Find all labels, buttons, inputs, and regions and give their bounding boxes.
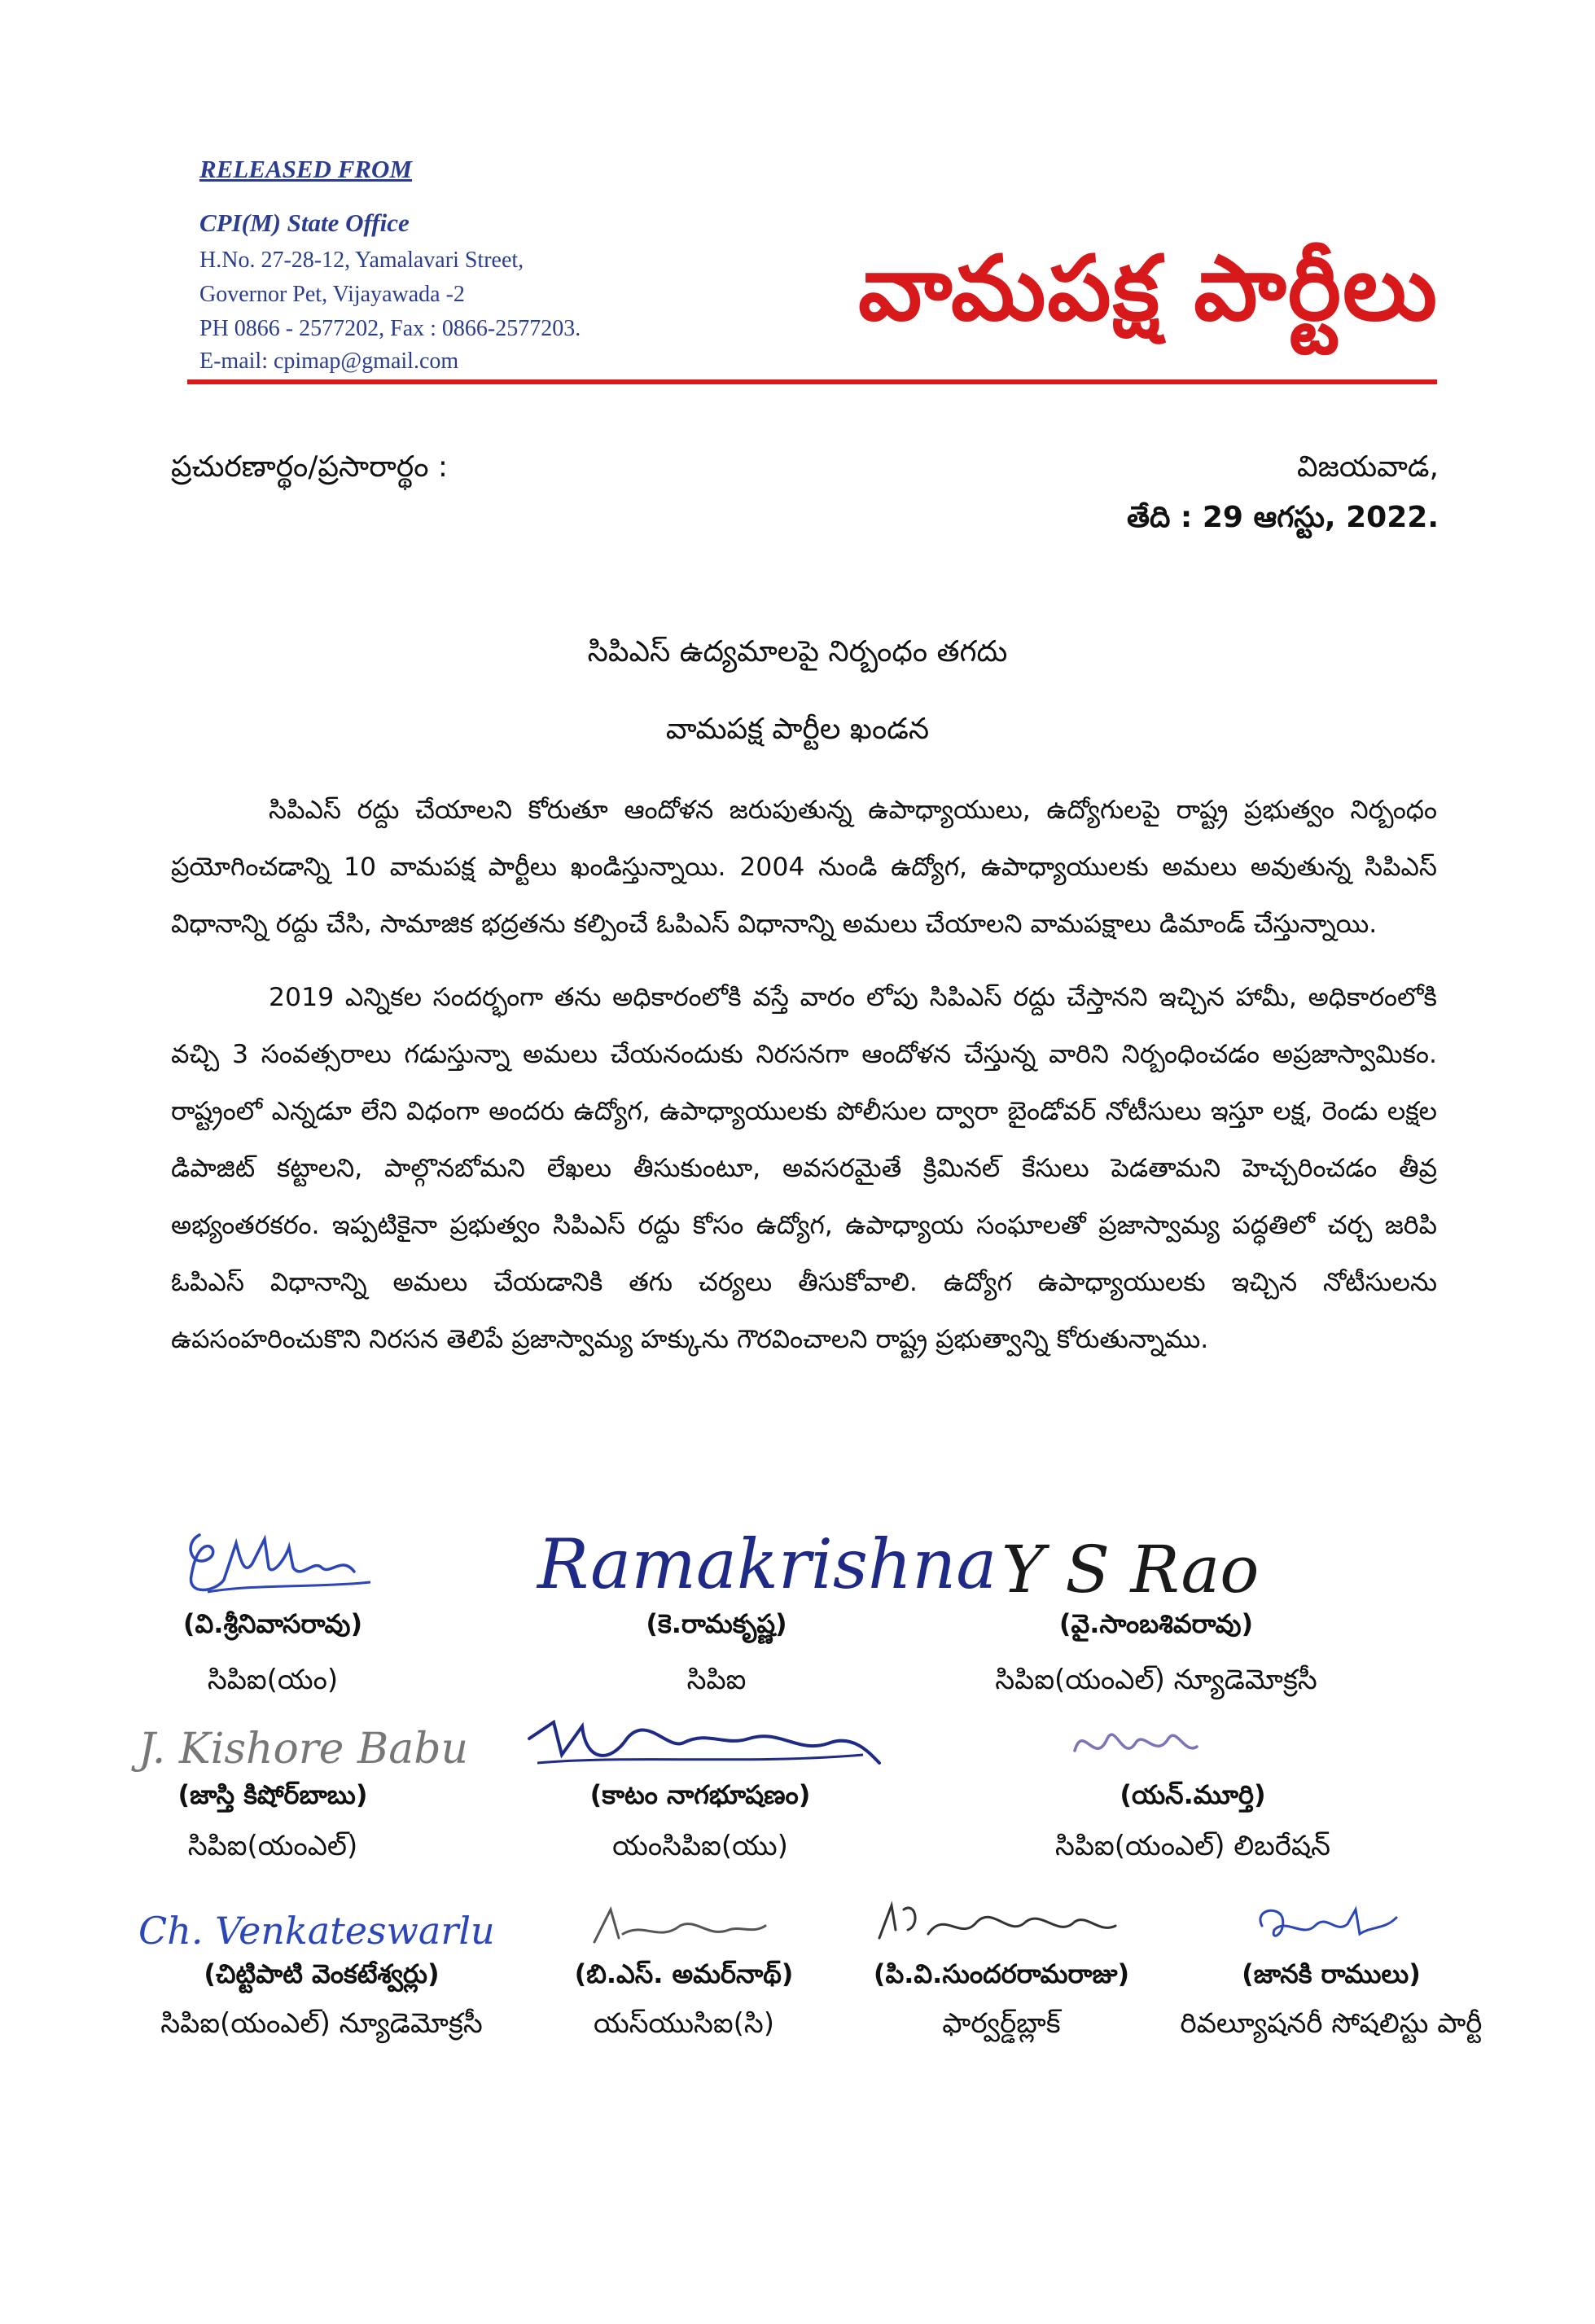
signatory-2	[521, 1511, 997, 1703]
signature-9	[839, 1893, 1164, 1958]
signatory-9	[839, 1893, 1164, 2046]
signature-1	[151, 1511, 395, 1608]
signatory-name: (వై.సాంబశివరావు)	[1058, 1608, 1254, 1639]
press-release-label: ప్రచురణార్థం/ప్రసారార్థం :	[171, 450, 449, 484]
signatory-party: సిపిఐ(యంఎల్) లిబరేషన్	[1054, 1830, 1331, 1862]
svg-text:Ramakrishna: Ramakrishna	[537, 1524, 997, 1604]
signatory-7	[122, 1893, 521, 2046]
headline-subtitle: వామపక్ష పార్టీల ఖండన	[665, 713, 930, 746]
body-paragraph-2: 2019 ఎన్నికల సందర్భంగా తను అధికారంలోకి వస్తే వారం లోపు సిపిఎస్ రద్దు చేస్తానని ఇచ్చిన హామీ, అధికారంలోకి వచ్చి 3 సంవత్సరాలు గడుస్తున్నా అమలు చేయనందుకు నిరసనగా ఆందోళన చేస్తున్న వారిని నిర్బంధించడం అప్రజాస్వామికం. రాష్ట్రంలో ఎన్నడూ లేని విధంగా అందరు ఉద్యోగ, ఉపాధ్యాయులకు పోలీసుల ద్వారా బైండోవర్ నోటీసులు ఇస్తూ లక్ష, రెండు లక్షల డిపాజిట్ కట్టాలని, పాల్గొనబోమని లేఖలు తీసుకుంటూ, అవసరమైతే క్రిమినల్ కేసులు పెడతామని హెచ్చరించడం తీవ్ర అభ్యంతరకరం. ఇప్పటికైనా ప్రభుత్వం సిపిఎస్ రద్దు కోసం ఉద్యోగ, ఉపాధ్యాయ సంఘాలతో ప్రజాస్వామ్య పద్ధతిలో చర్చ జరిపి ఓపిఎస్ విధానాన్ని అమలు చేయడానికి తగు చర్యలు తీసుకోవాలి. ఉద్యోగ ఉపాధ్యాయులకు ఇచ్చిన నోటీసులను ఉపసంహరించుకొని నిరసన తెలిపే ప్రజాస్వామ్య హక్కును గౌరవించాలని రాష్ట్ర ప్రభుత్వాన్ని కోరుతున్నాము.	[171, 983, 1437, 1354]
signatory-name: (వి.శ్రీనివాసరావు)	[182, 1608, 363, 1639]
signatory-name: (పి.వి.సుందరరామరాజు)	[873, 1958, 1130, 1989]
headline-title: సిపిఎస్ ఉద్యమాలపై నిర్బంధం తగదు	[587, 635, 1008, 669]
phone-fax: PH 0866 - 2577202, Fax : 0866-2577203.	[199, 316, 581, 341]
signatory-1	[126, 1511, 419, 1703]
svg-text:J. Kishore Babu: J. Kishore Babu	[138, 1725, 468, 1774]
address-line-2: Governor Pet, Vijayawada -2	[199, 282, 465, 307]
signature-3	[944, 1511, 1368, 1608]
body-paragraph-1: సిపిఎస్ రద్దు చేయాలని కోరుతూ ఆందోళన జరుపుతున్న ఉపాధ్యాయులు, ఉద్యోగులపై రాష్ట్ర ప్రభుత్వం నిర్బంధం ప్రయోగించడాన్ని 10 వామపక్ష పార్టీలు ఖండిస్తున్నాయి. 2004 నుండి ఉద్యోగ, ఉపాధ్యాయులకు అమలు అవుతున్న సిపిఎస్ విధానాన్ని రద్దు చేసి, సామాజిక భద్రతను కల్పించే ఓపిఎస్ విధానాన్ని అమలు చేయాలని వామపక్షాలు డిమాండ్ చేస్తున్నాయి.	[171, 796, 1437, 939]
signatory-party: సిపిఐ(యంఎల్) న్యూడెమోక్రసీ	[995, 1664, 1317, 1696]
signatory-name: (కె.రామకృష్ణ)	[646, 1608, 787, 1639]
released-from-label: RELEASED FROM	[199, 155, 413, 183]
signatory-6	[1001, 1706, 1384, 1869]
address-line-1: H.No. 27-28-12, Yamalavari Street,	[199, 248, 524, 273]
email-address: E-mail: cpimap@gmail.com	[199, 349, 459, 374]
signatory-3	[944, 1511, 1368, 1703]
signatory-party: సిపిఐ	[686, 1664, 747, 1696]
signatory-party: ఫార్వర్డ్‌బ్లాక్	[942, 2007, 1061, 2040]
signatory-name: (జానకి రాములు)	[1242, 1958, 1421, 1989]
city: విజయవాడ,	[1296, 450, 1439, 484]
signature-7	[122, 1893, 521, 1958]
signature-2	[521, 1511, 997, 1608]
signatory-name: (యన్.మూర్తి)	[1120, 1779, 1266, 1810]
signatory-4	[122, 1706, 468, 1869]
signatory-party: యస్‌యుసిఐ(సి)	[593, 2007, 775, 2040]
release-date: తేది : 29 ఆగస్టు, 2022.	[1126, 501, 1439, 534]
signature-5	[505, 1706, 896, 1779]
signature-8	[546, 1893, 822, 1958]
signatory-party: సిపిఐ(యంఎల్)	[187, 1830, 358, 1862]
office-name: CPI(M) State Office	[199, 208, 410, 237]
signatory-name: (బి.ఎస్. అమర్‌నాథ్)	[574, 1958, 794, 1989]
signatory-party: సిపిఐ(యం)	[207, 1664, 339, 1696]
svg-text:Ch. Venkateswarlu: Ch. Venkateswarlu	[138, 1909, 495, 1953]
signatory-name: (జాస్తి కిషోర్‌బాబు)	[177, 1779, 368, 1810]
signature-6	[1001, 1706, 1384, 1779]
signatory-10	[1140, 1893, 1523, 2046]
svg-text:Y S Rao: Y S Rao	[1001, 1532, 1260, 1607]
signatory-8	[546, 1893, 822, 2046]
signature-4	[122, 1706, 468, 1779]
signatory-name: (కాటం నాగభూషణం)	[589, 1779, 811, 1810]
signatory-party: యంసిపిఐ(యు)	[612, 1830, 788, 1862]
signatory-party: సిపిఐ(యంఎల్) న్యూడెమోక్రసీ	[160, 2007, 483, 2040]
signatory-5	[505, 1706, 896, 1869]
signature-10	[1140, 1893, 1523, 1958]
signatory-name: (చిట్టిపాటి వెంకటేశ్వర్లు)	[204, 1958, 440, 1989]
signatory-party: రివల్యూషనరీ సోషలిస్టు పార్టీ	[1180, 2007, 1483, 2040]
party-title: వామపక్ష పార్టీలు	[858, 236, 1439, 340]
header-divider	[187, 379, 1437, 384]
